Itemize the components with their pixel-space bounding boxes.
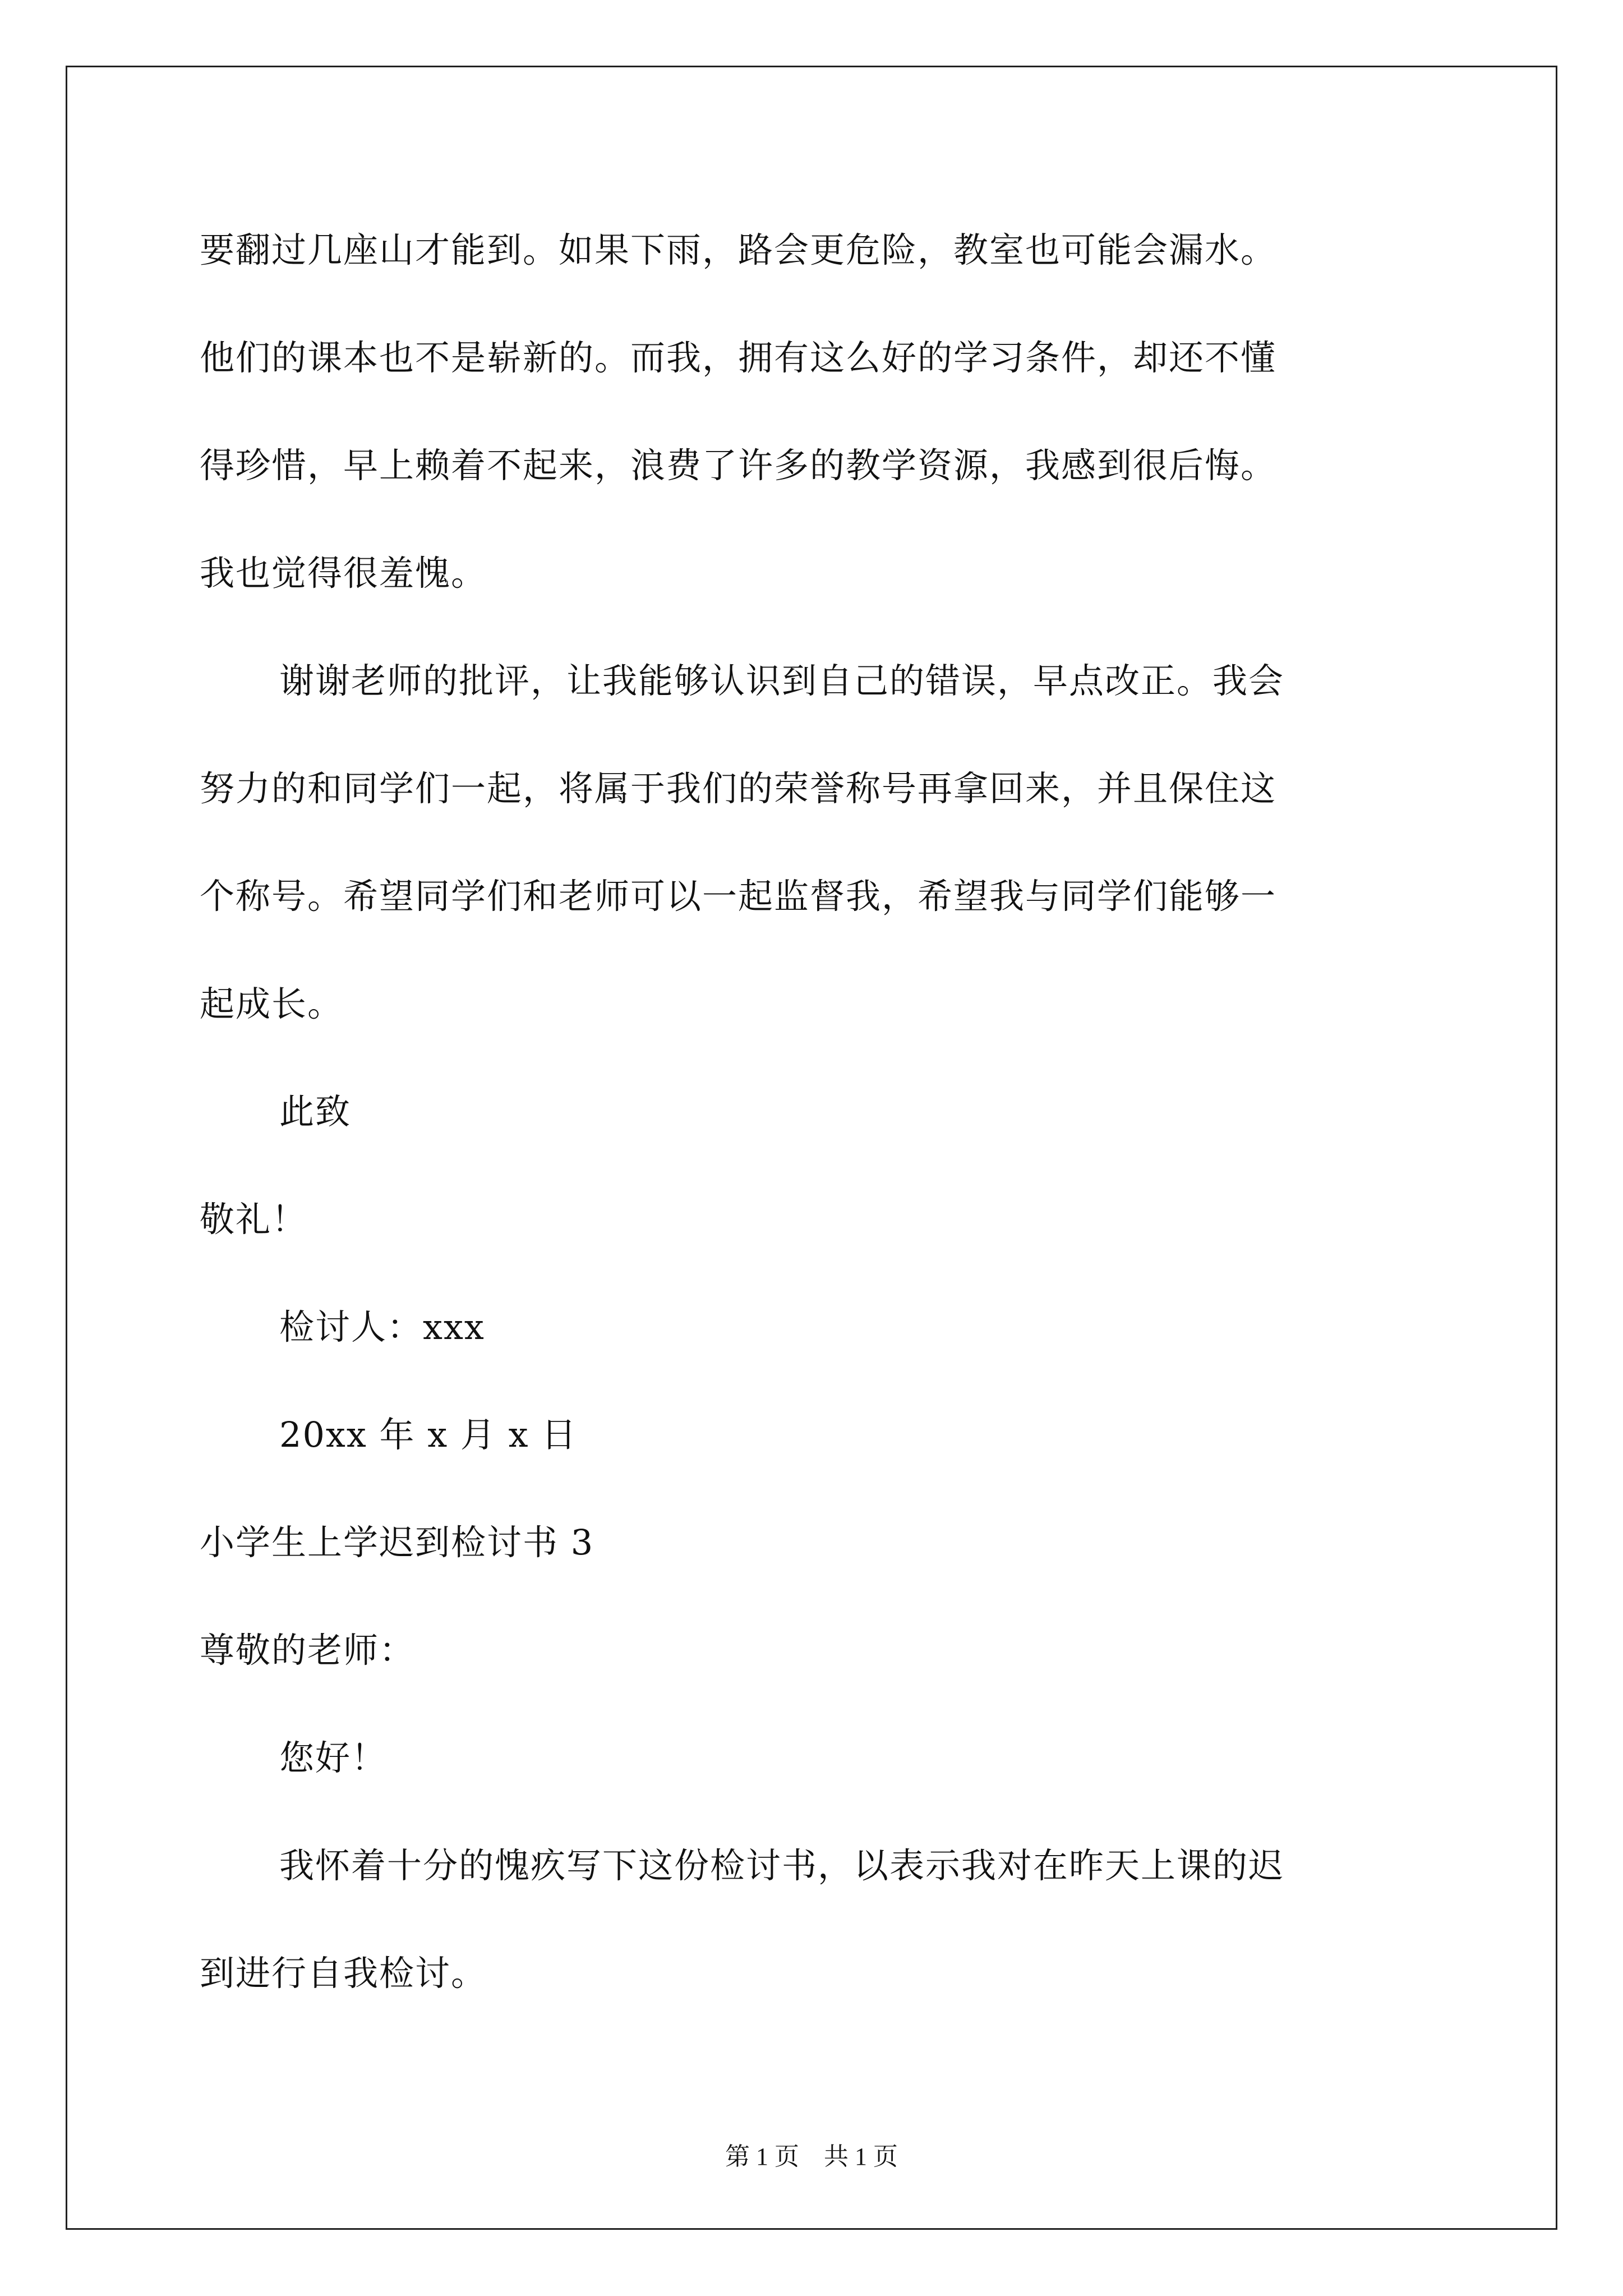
salutation-line: 敬礼！ xyxy=(200,1199,308,1240)
text-line: 我怀着十分的愧疚写下这份检讨书，以表示我对在昨天上课的迟 xyxy=(279,1845,1285,1886)
text-line: 我也觉得很羞愧。 xyxy=(200,553,487,593)
text-line: 得珍惜，早上赖着不起来，浪费了许多的教学资源，我感到很后悔。 xyxy=(200,445,1277,486)
page-border xyxy=(66,66,1557,2230)
greeting-line: 尊敬的老师： xyxy=(200,1630,416,1671)
text-line: 起成长。 xyxy=(200,983,344,1024)
salutation-line: 此致 xyxy=(279,1091,352,1132)
text-line: 他们的课本也不是崭新的。而我，拥有这么好的学习条件，却还不懂 xyxy=(200,337,1277,378)
text-line: 个称号。希望同学们和老师可以一起监督我，希望我与同学们能够一 xyxy=(200,876,1277,917)
date-line: 20xx 年 x 月 x 日 xyxy=(279,1414,578,1455)
signature-line: 检讨人：xxx xyxy=(279,1306,485,1347)
greeting-line: 您好！ xyxy=(279,1737,388,1778)
page-number: 第 1 页 共 1 页 xyxy=(725,2143,898,2170)
text-line: 要翻过几座山才能到。如果下雨，路会更危险，教室也可能会漏水。 xyxy=(200,229,1277,270)
text-line: 到进行自我检讨。 xyxy=(200,1953,487,1994)
text-line: 努力的和同学们一起，将属于我们的荣誉称号再拿回来，并且保住这 xyxy=(200,768,1277,809)
section-title: 小学生上学迟到检讨书 3 xyxy=(200,1522,594,1563)
text-line: 谢谢老师的批评，让我能够认识到自己的错误，早点改正。我会 xyxy=(279,660,1285,701)
